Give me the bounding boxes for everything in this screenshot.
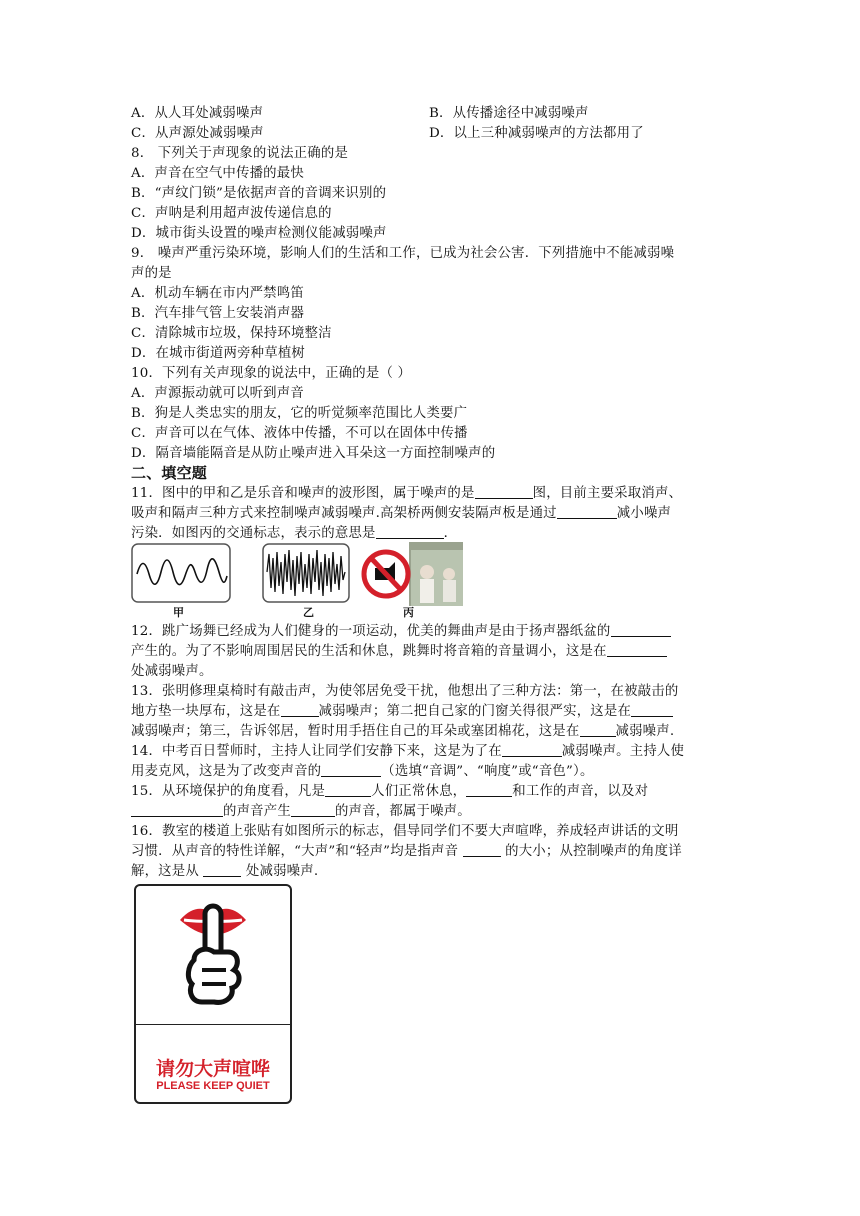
- sign-text-en: PLEASE KEEP QUIET: [156, 1080, 270, 1092]
- q10-stem: 10．下列有关声现象的说法中，正确的是（ ）: [131, 366, 412, 381]
- q15-text: 15．从环境保护的角度看，凡是: [131, 784, 326, 799]
- q15-line1: [131, 782, 648, 802]
- q7-option-a: A．从人耳处减弱噪声: [131, 106, 264, 121]
- q8-option-b: B．“声纹门锁”是依据声音的音调来识别的: [131, 186, 387, 201]
- q10-option-b: B．狗是人类忠实的朋友，它的听觉频率范围比人类要广: [131, 406, 468, 421]
- q14-text: （选填“音调”、“响度”或“音色”）。: [381, 764, 594, 779]
- blank: [325, 782, 371, 797]
- q9-stem-line2: 声的是: [131, 266, 172, 281]
- q16-line3: [131, 862, 318, 882]
- q15-text: 人们正常休息，: [371, 784, 467, 799]
- blank: [281, 702, 319, 717]
- q13-line1: 13．张明修理桌椅时有敲击声，为使邻居免受干扰，他想出了三种方法：第一，在被敲击的: [131, 684, 679, 699]
- blank: [131, 802, 223, 817]
- figure-label-jia: 甲: [173, 606, 184, 619]
- q11-text: 减小噪声: [616, 506, 672, 521]
- q16-text: 的大小；从控制噪声的角度详: [505, 844, 682, 859]
- q7-option-b: B．从传播途径中减弱噪声: [429, 106, 589, 121]
- sign-text-cn: 请勿大声喧哗: [155, 1058, 270, 1080]
- q15-text: 和工作的声音，以及对: [512, 784, 649, 799]
- figure-label-bing: 丙: [403, 606, 414, 619]
- q16-text: 习惯．从声音的特性详解，“大声”和“轻声”均是指声音: [131, 844, 459, 859]
- q14-text: 14．中考百日誓师时，主持人让同学们安静下来，这是为了在: [131, 744, 502, 759]
- section-title-fill-in: 二、填空题: [131, 464, 208, 482]
- q13-text: 减弱噪声.: [615, 724, 675, 739]
- q10-option-c: C．声音可以在气体、液体中传播，不可以在固体中传播: [131, 426, 468, 441]
- blank: [203, 862, 241, 877]
- blank: [291, 802, 335, 817]
- q15-text: 的声音产生: [223, 804, 291, 819]
- q14-line1: [131, 742, 684, 762]
- blank: [321, 762, 381, 777]
- q9-option-d: D．在城市街道两旁种草植树: [131, 346, 306, 361]
- q16-text: 处减弱噪声.: [245, 864, 319, 879]
- blank: [607, 642, 667, 657]
- q14-text: 用麦克风，这是为了改变声音的: [131, 764, 322, 779]
- blank: [376, 524, 444, 539]
- q12-line1: [131, 622, 671, 642]
- q7-option-d: D．以上三种减弱噪声的方法都用了: [429, 126, 644, 141]
- q11-line1: [131, 484, 682, 504]
- q13-line2: [131, 702, 673, 722]
- q10-option-a: A．声源振动就可以听到声音: [131, 386, 304, 401]
- blank: [580, 722, 616, 737]
- blank: [466, 782, 512, 797]
- q11-text: 图，目前主要采取消声、: [532, 486, 683, 501]
- blank: [475, 484, 533, 499]
- q14-text: 减弱噪声。主持人使: [561, 744, 685, 759]
- shush-icon: [136, 886, 290, 1022]
- q11-text: 11．图中的甲和乙是乐音和噪声的波形图，属于噪声的是: [131, 486, 475, 501]
- q11-line2: [131, 504, 671, 524]
- q13-line3: [131, 722, 674, 742]
- q13-text: 地方垫一块厚布，这是在: [131, 704, 281, 719]
- blank: [557, 504, 617, 519]
- q12-text: 产生的。为了不影响周围居民的生活和休息，跳舞时将音箱的音量调小，这是在: [131, 644, 607, 659]
- figure-label-yi: 乙: [303, 606, 314, 619]
- q16-line1: 16．教室的楼道上张贴有如图所示的标志，倡导同学们不要大声喧哗，养成轻声讲话的文明: [131, 824, 679, 839]
- blank: [631, 702, 673, 717]
- q9-option-b: B．汽车排气管上安装消声器: [131, 306, 305, 321]
- q11-text: ．: [443, 526, 458, 541]
- sign-divider: [136, 1024, 290, 1025]
- q13-text: 减弱噪声；第二把自己家的门窗关得很严实，这是在: [318, 704, 632, 719]
- q11-figure-strip: [131, 542, 466, 618]
- q8-stem: 8． 下列关于声现象的说法正确的是: [131, 146, 349, 161]
- q12-line3: 处减弱噪声。: [131, 664, 213, 679]
- q11-text: 吸声和隔声三种方式来控制噪声减弱噪声.高架桥两侧安装隔声板是通过: [131, 506, 557, 521]
- q14-line2: [131, 762, 594, 782]
- q15-text: 的声音，都属于噪声。: [334, 804, 471, 819]
- q8-option-a: A．声音在空气中传播的最快: [131, 166, 304, 181]
- q16-text: 解，这是从: [131, 864, 199, 879]
- q11-text: 污染．如图丙的交通标志，表示的意思是: [131, 526, 376, 541]
- q11-line3: [131, 524, 457, 544]
- q13-text: 减弱噪声；第三，告诉邻居，暂时用手捂住自己的耳朵或塞团棉花，这是在: [131, 724, 580, 739]
- blank: [463, 842, 501, 857]
- q8-option-c: C．声呐是利用超声波传递信息的: [131, 206, 332, 221]
- blank: [502, 742, 562, 757]
- figure-jia-frame: [132, 544, 230, 602]
- q10-option-d: D．隔音墙能隔音是从防止噪声进入耳朵这一方面控制噪声的: [131, 446, 496, 461]
- keep-quiet-sign: [134, 884, 292, 1104]
- q12-text: 12．跳广场舞已经成为人们健身的一项运动，优美的舞曲声是由于扬声器纸盆的: [131, 624, 611, 639]
- q9-stem-line1: 9． 噪声严重污染环境，影响人们的生活和工作，已成为社会公害．下列措施中不能减弱噪: [131, 246, 675, 261]
- q12-line2: [131, 642, 667, 662]
- q7-option-c: C．从声源处减弱噪声: [131, 126, 264, 141]
- q9-option-c: C．清除城市垃圾，保持环境整洁: [131, 326, 332, 341]
- blank: [611, 622, 671, 637]
- q15-line2: [131, 802, 471, 822]
- q16-line2: [131, 842, 682, 862]
- q9-option-a: A．机动车辆在市内严禁鸣笛: [131, 286, 304, 301]
- q8-option-d: D．城市街头设置的噪声检测仪能减弱噪声: [131, 226, 387, 241]
